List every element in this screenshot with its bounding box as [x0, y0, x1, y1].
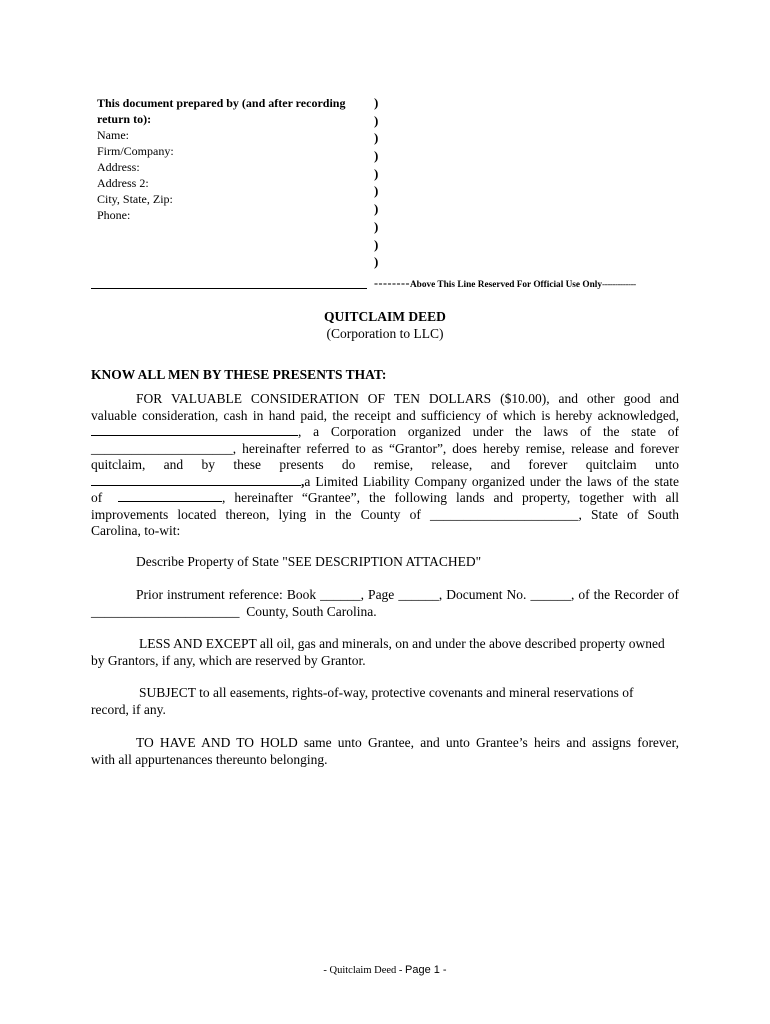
paren-mark: ): [374, 201, 379, 217]
field-address: Address:: [97, 160, 140, 174]
consideration-line-6-text: a Limited Liability Company organized under the laws of the state: [304, 473, 679, 489]
document-title: QUITCLAIM DEED: [324, 309, 446, 324]
footer-prefix: - Quitclaim Deed -: [323, 965, 406, 976]
consideration-line-1: FOR VALUABLE CONSIDERATION OF TEN DOLLARS ($10.00), and other good and: [136, 391, 679, 406]
habendum-line-2: with all appurtenances thereunto belonging.: [91, 751, 328, 767]
official-use-notice: [374, 276, 636, 291]
field-phone: Phone:: [97, 208, 131, 222]
paren-mark: ): [374, 112, 379, 128]
consideration-line-8: improvements located thereon, lying in the County of ______________________, State of South: [91, 506, 679, 522]
paren-mark: ): [374, 148, 379, 164]
prepared-by-title-line1: This document prepared by (and after recording: [97, 96, 346, 110]
consideration-paragraph: [91, 391, 679, 540]
field-name: Name:: [97, 128, 129, 142]
field-address-2: Address 2:: [97, 176, 149, 190]
know-all-men-heading: KNOW ALL MEN BY THESE PRESENTS THAT:: [91, 367, 387, 382]
consideration-line-7-of: of: [91, 490, 103, 505]
subject-to-line-2: record, if any.: [91, 701, 166, 717]
recording-divider-line: [91, 288, 367, 289]
prepared-by-title: [97, 95, 367, 127]
consideration-line-4: _____________________, hereinafter referred to as “Grantor”, does hereby remise, release and forever: [91, 440, 679, 456]
paren-mark: ): [374, 183, 379, 199]
paren-mark: ): [374, 95, 379, 110]
official-use-dashes-tail: -------------: [602, 280, 636, 290]
prior-instrument-paragraph: [91, 587, 679, 620]
habendum-paragraph: [91, 735, 679, 768]
prepared-by-block: [97, 95, 367, 223]
paren-mark: ): [374, 218, 379, 234]
consideration-line-7: [91, 490, 679, 507]
habendum-line-1: TO HAVE AND TO HOLD same unto Grantee, and unto Grantee’s heirs and assigns forever,: [136, 735, 679, 750]
consideration-line-3-text: , a Corporation organized under the laws of the state of: [298, 424, 679, 439]
document-subtitle: (Corporation to LLC): [326, 326, 444, 341]
field-city-state-zip: City, State, Zip:: [97, 192, 173, 206]
prepared-by-title-line2: return to):: [97, 112, 152, 126]
grantee-name-blank[interactable]: [91, 474, 301, 486]
less-and-except-line-2: by Grantors, if any, which are reserved by Grantor.: [91, 652, 366, 668]
paren-mark: ): [374, 254, 379, 270]
describe-property-line: Describe Property of State "SEE DESCRIPTION ATTACHED": [136, 554, 482, 569]
paren-mark: ): [374, 165, 379, 181]
page-footer: [0, 964, 770, 976]
consideration-line-5: quitclaim, and by these presents do remise, release, and forever quitclaim unto: [91, 457, 679, 472]
less-and-except-paragraph: [91, 636, 679, 669]
subject-to-line-1: SUBJECT to all easements, rights-of-way, protective covenants and mineral reservations of: [139, 685, 634, 700]
consideration-line-9: Carolina, to-wit:: [91, 523, 181, 538]
less-and-except-line-1: LESS AND EXCEPT all oil, gas and minerals, on and under the above described property owned: [139, 636, 665, 651]
grantee-state-blank[interactable]: [118, 490, 222, 502]
consideration-line-3: [91, 424, 679, 441]
subject-to-paragraph: [91, 685, 679, 718]
official-use-dashes-lead: --------: [374, 276, 410, 290]
prior-instrument-line-1: Prior instrument reference: Book ______, Page ______, Document No. ______, of the Recorder of: [136, 587, 679, 602]
consideration-line-2: valuable consideration, cash in hand paid, the receipt and sufficiency of which is hereby acknowledged,: [91, 407, 679, 423]
field-firm-company: Firm/Company:: [97, 144, 174, 158]
paren-mark: ): [374, 130, 379, 146]
grantee-comma: ,: [301, 473, 305, 489]
consideration-line-6: [91, 474, 679, 491]
consideration-line-7-text: , hereinafter “Grantee”, the following lands and property, together with all: [222, 490, 679, 505]
prior-instrument-line-2: ______________________ County, South Carolina.: [91, 603, 377, 619]
footer-page-number: Page 1 -: [405, 964, 447, 976]
paren-column: [374, 94, 386, 271]
official-use-text: Above This Line Reserved For Official Use Only: [409, 280, 603, 290]
grantor-name-blank[interactable]: [91, 424, 298, 436]
paren-mark: ): [374, 236, 379, 252]
